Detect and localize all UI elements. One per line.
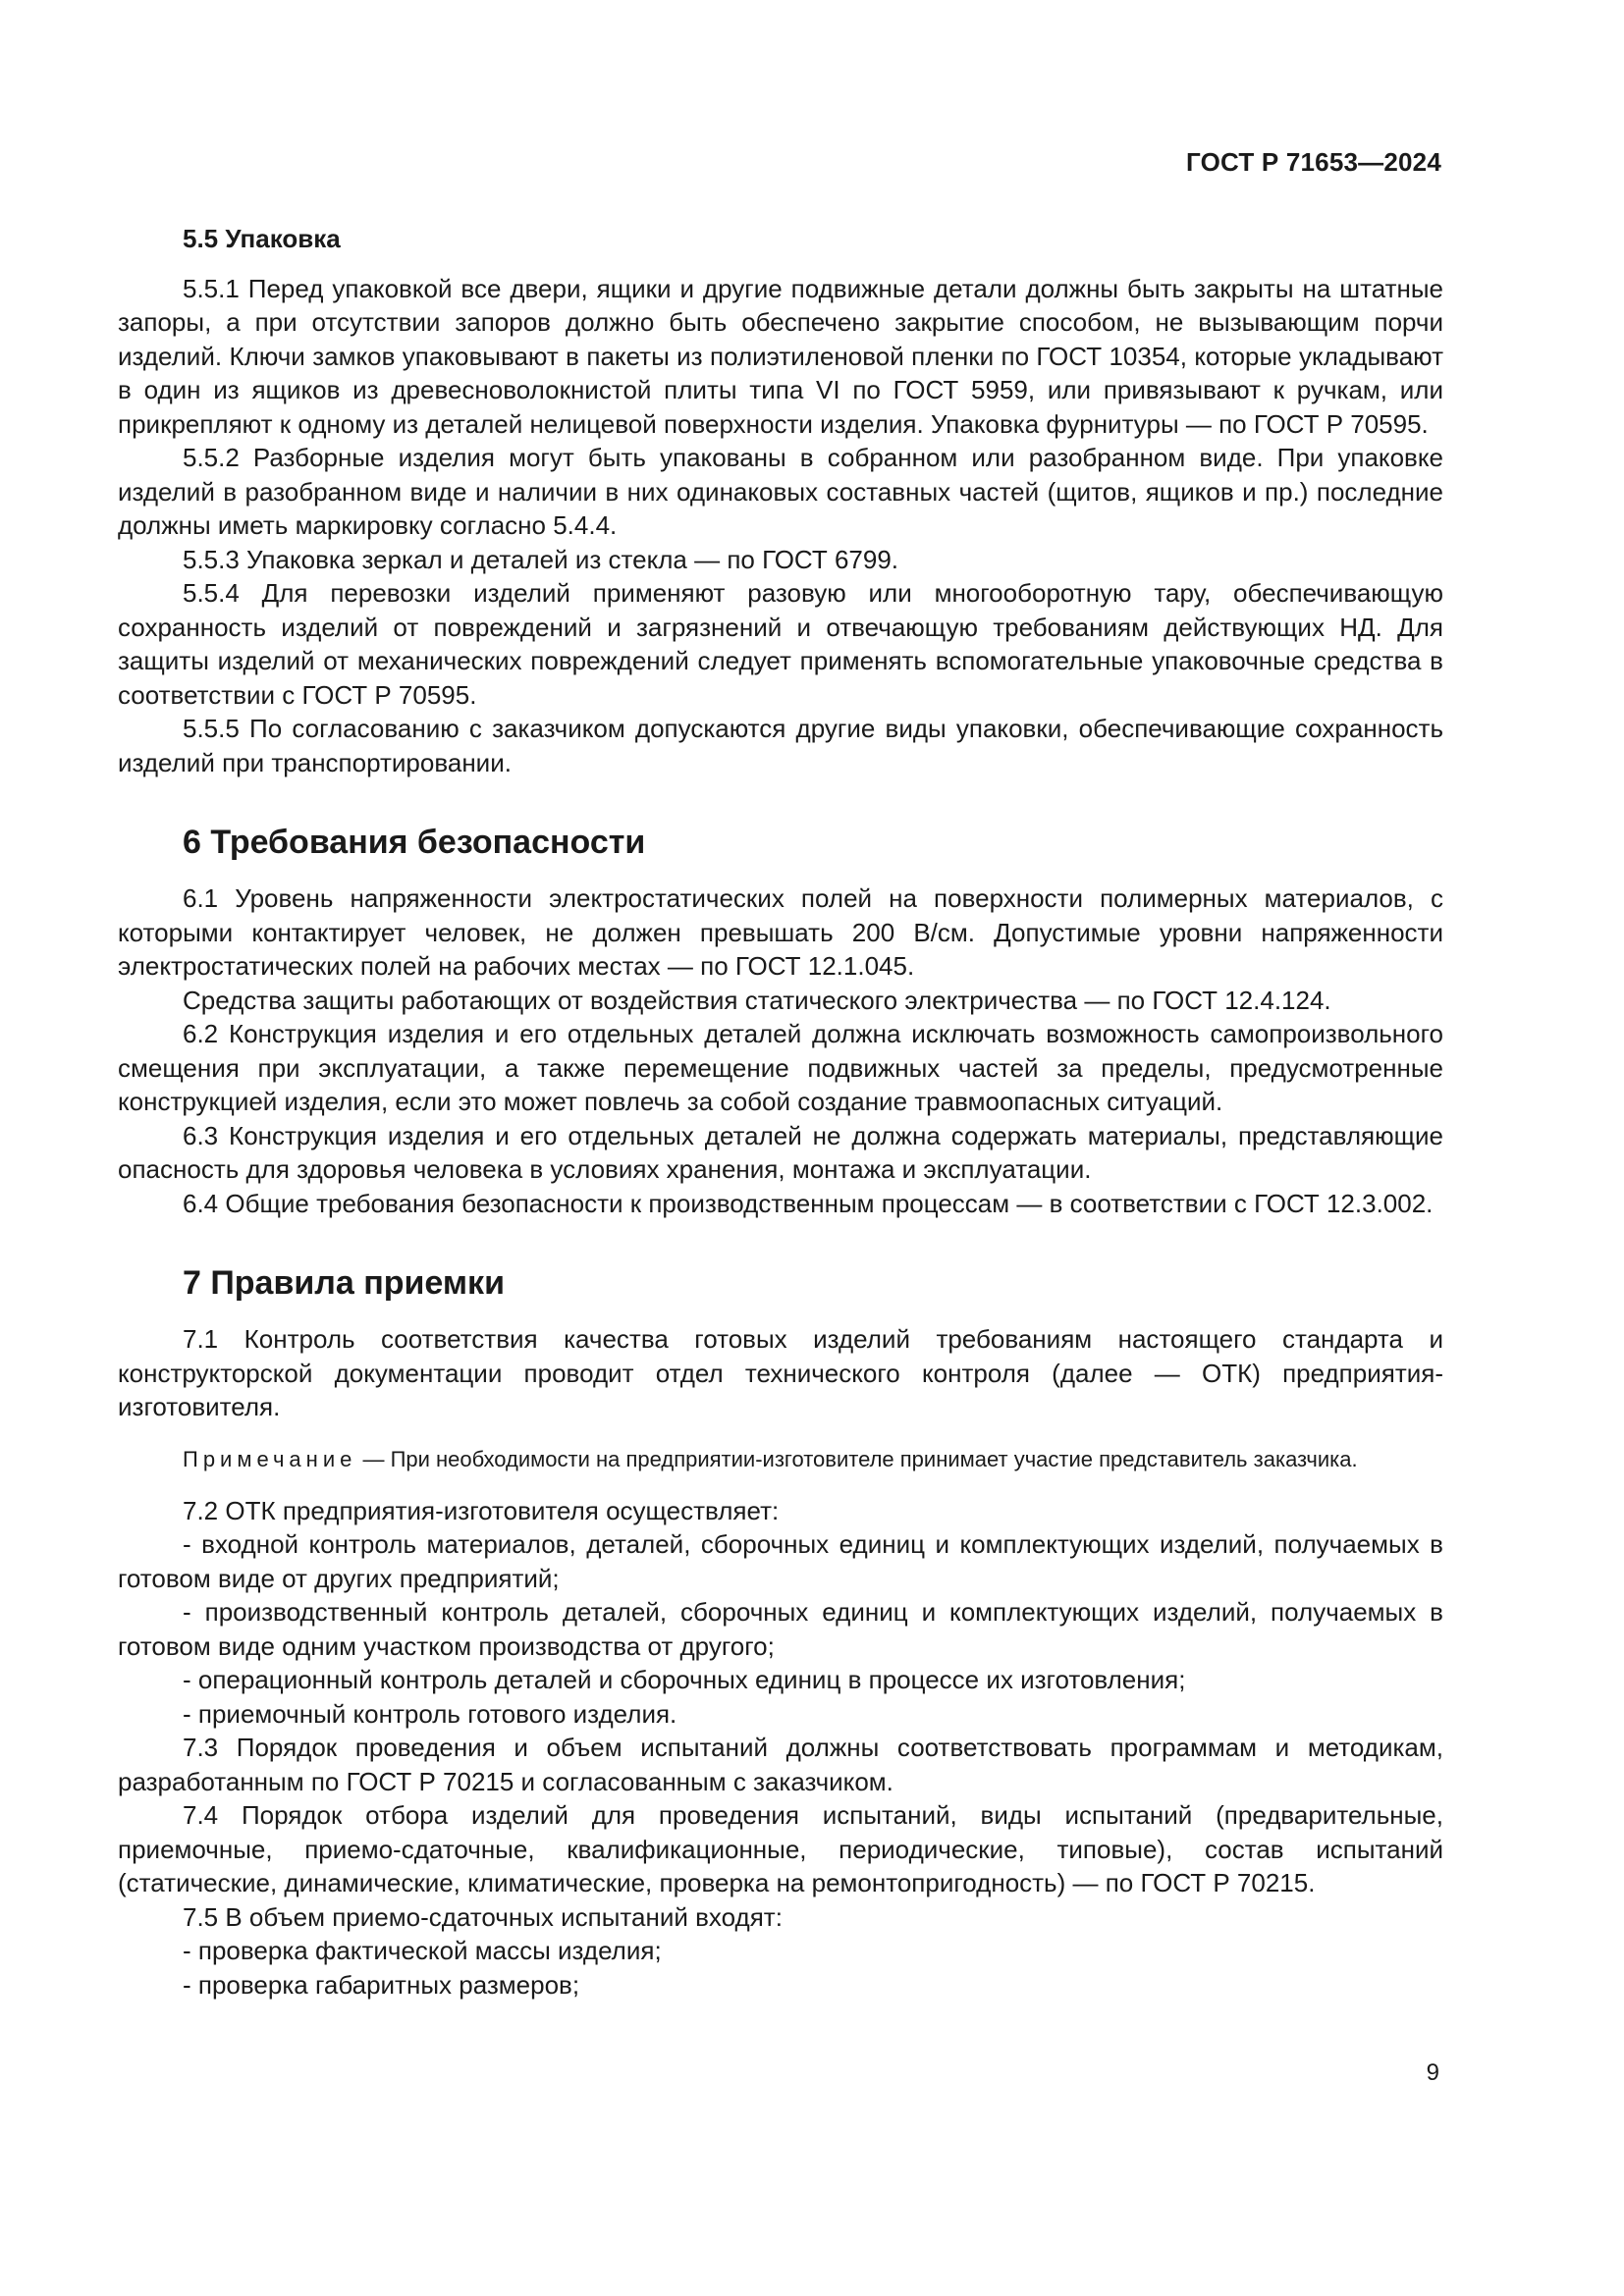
paragraph-7-5: 7.5 В объем приемо-сдаточных испытаний входят: bbox=[183, 1901, 783, 1932]
section-6-safety bbox=[118, 823, 1443, 1220]
paragraph-6-4: 6.4 Общие требования безопасности к производственным процессам — в соответствии с ГОСТ 12.3.002. bbox=[183, 1188, 1434, 1218]
section-heading: 7 Правила приемки bbox=[183, 1264, 505, 1302]
section-heading: 6 Требования безопасности bbox=[183, 824, 646, 861]
section-5-5-packaging bbox=[118, 222, 1443, 779]
list-item: - производственный контроль деталей, сборочных единиц и комплектующих изделий, получаемых в готовом виде одним участком производства от другого; bbox=[118, 1597, 1443, 1661]
paragraph-5-5-3: 5.5.3 Упаковка зеркал и деталей из стекла — по ГОСТ 6799. bbox=[183, 544, 899, 574]
list-item: - проверка фактической массы изделия; bbox=[183, 1936, 662, 1965]
note-label: Примечание bbox=[183, 1446, 357, 1471]
paragraph-6-1: 6.1 Уровень напряженности электростатических полей на поверхности полимерных материалов, с которыми контактирует человек, не должен превышать 200 В/см. Допустимые уровни напряженности электростатических полей на рабочих местах — по ГОСТ 12.1.045. bbox=[118, 883, 1443, 981]
paragraph-5-5-1: 5.5.1 Перед упаковкой все двери, ящики и другие подвижные детали должны быть закрыты на штатные запоры, а при отсутствии запоров должно быть обеспечено закрытие способом, не вызывающим порчи изделий. Ключи замков упаковывают в пакеты из полиэтиленовой пленки по ГОСТ 10354, которые укладывают в один из ящиков из древесноволокнистой плиты типа VI по ГОСТ 5959, или привязывают к ручкам, или прикрепляют к одному из деталей нелицевой поверхности изделия. Упаковка фурнитуры — по ГОСТ Р 70595. bbox=[118, 273, 1443, 439]
paragraph-6-2: 6.2 Конструкция изделия и его отдельных деталей должна исключать возможность самопроизвольного смещения при эксплуатации, а также перемещение подвижных частей за пределы, предусмотренные конструкцией изделия, если это может повлечь за собой создание травмоопасных ситуаций. bbox=[118, 1019, 1443, 1116]
page-number: 9 bbox=[1426, 2059, 1439, 2086]
subsection-heading: 5.5 Упаковка bbox=[183, 224, 341, 253]
list-item: - операционный контроль деталей и сборочных единиц в процессе их изготовления; bbox=[183, 1665, 1186, 1694]
paragraph-7-2: 7.2 ОТК предприятия-изготовителя осуществляет: bbox=[183, 1495, 780, 1525]
section-7-acceptance bbox=[118, 1263, 1443, 2002]
paragraph-7-3: 7.3 Порядок проведения и объем испытаний должны соответствовать программам и методикам, разработанным по ГОСТ Р 70215 и согласованным с заказчиком. bbox=[118, 1733, 1443, 1796]
paragraph-5-5-4: 5.5.4 Для перевозки изделий применяют разовую или многооборотную тару, обеспечивающую сохранность изделий от повреждений и загрязнений и отвечающую требованиям действующих НД. Для защиты изделий от механических повреждений следует применять вспомогательные упаковочные средства в соответствии с ГОСТ Р 70595. bbox=[118, 578, 1443, 710]
paragraph-5-5-2: 5.5.2 Разборные изделия могут быть упакованы в собранном или разобранном виде. При упаковке изделий в разобранном виде и наличии в них одинаковых составных частей (щитов, ящиков и пр.) последние должны иметь маркировку согласно 5.4.4. bbox=[118, 443, 1443, 540]
paragraph-6-3: 6.3 Конструкция изделия и его отдельных деталей не должна содержать материалы, представляющие опасность для здоровья человека в условиях хранения, монтажа и эксплуатации. bbox=[118, 1120, 1443, 1184]
document-id-header: ГОСТ Р 71653—2024 bbox=[1186, 147, 1441, 177]
list-item: - приемочный контроль готового изделия. bbox=[183, 1698, 677, 1729]
note-text: — При необходимости на предприятии-изготовителе принимает участие представитель заказчика. bbox=[356, 1446, 1358, 1471]
paragraph-5-5-5: 5.5.5 По согласованию с заказчиком допускаются другие виды упаковки, обеспечивающие сохранность изделий при транспортировании. bbox=[118, 714, 1443, 777]
page-content bbox=[118, 222, 1443, 2002]
paragraph-6-1-protection: Средства защиты работающих от воздействия статического электричества — по ГОСТ 12.4.124. bbox=[183, 985, 1331, 1015]
paragraph-7-1: 7.1 Контроль соответствия качества готовых изделий требованиям настоящего стандарта и конструкторской документации проводит отдел технического контроля (далее — ОТК) предприятия-изготовителя. bbox=[118, 1324, 1443, 1421]
note bbox=[118, 1444, 1443, 1474]
list-item: - проверка габаритных размеров; bbox=[183, 1969, 580, 2000]
list-item: - входной контроль материалов, деталей, сборочных единиц и комплектующих изделий, получаемых в готовом виде от других предприятий; bbox=[118, 1529, 1443, 1593]
paragraph-7-4: 7.4 Порядок отбора изделий для проведения испытаний, виды испытаний (предварительные, приемочные, приемо-сдаточные, квалификационные, периодические, типовые), состав испытаний (статические, динамические, климатические, проверка на ремонтопригодность) — по ГОСТ Р 70215. bbox=[118, 1800, 1443, 1897]
